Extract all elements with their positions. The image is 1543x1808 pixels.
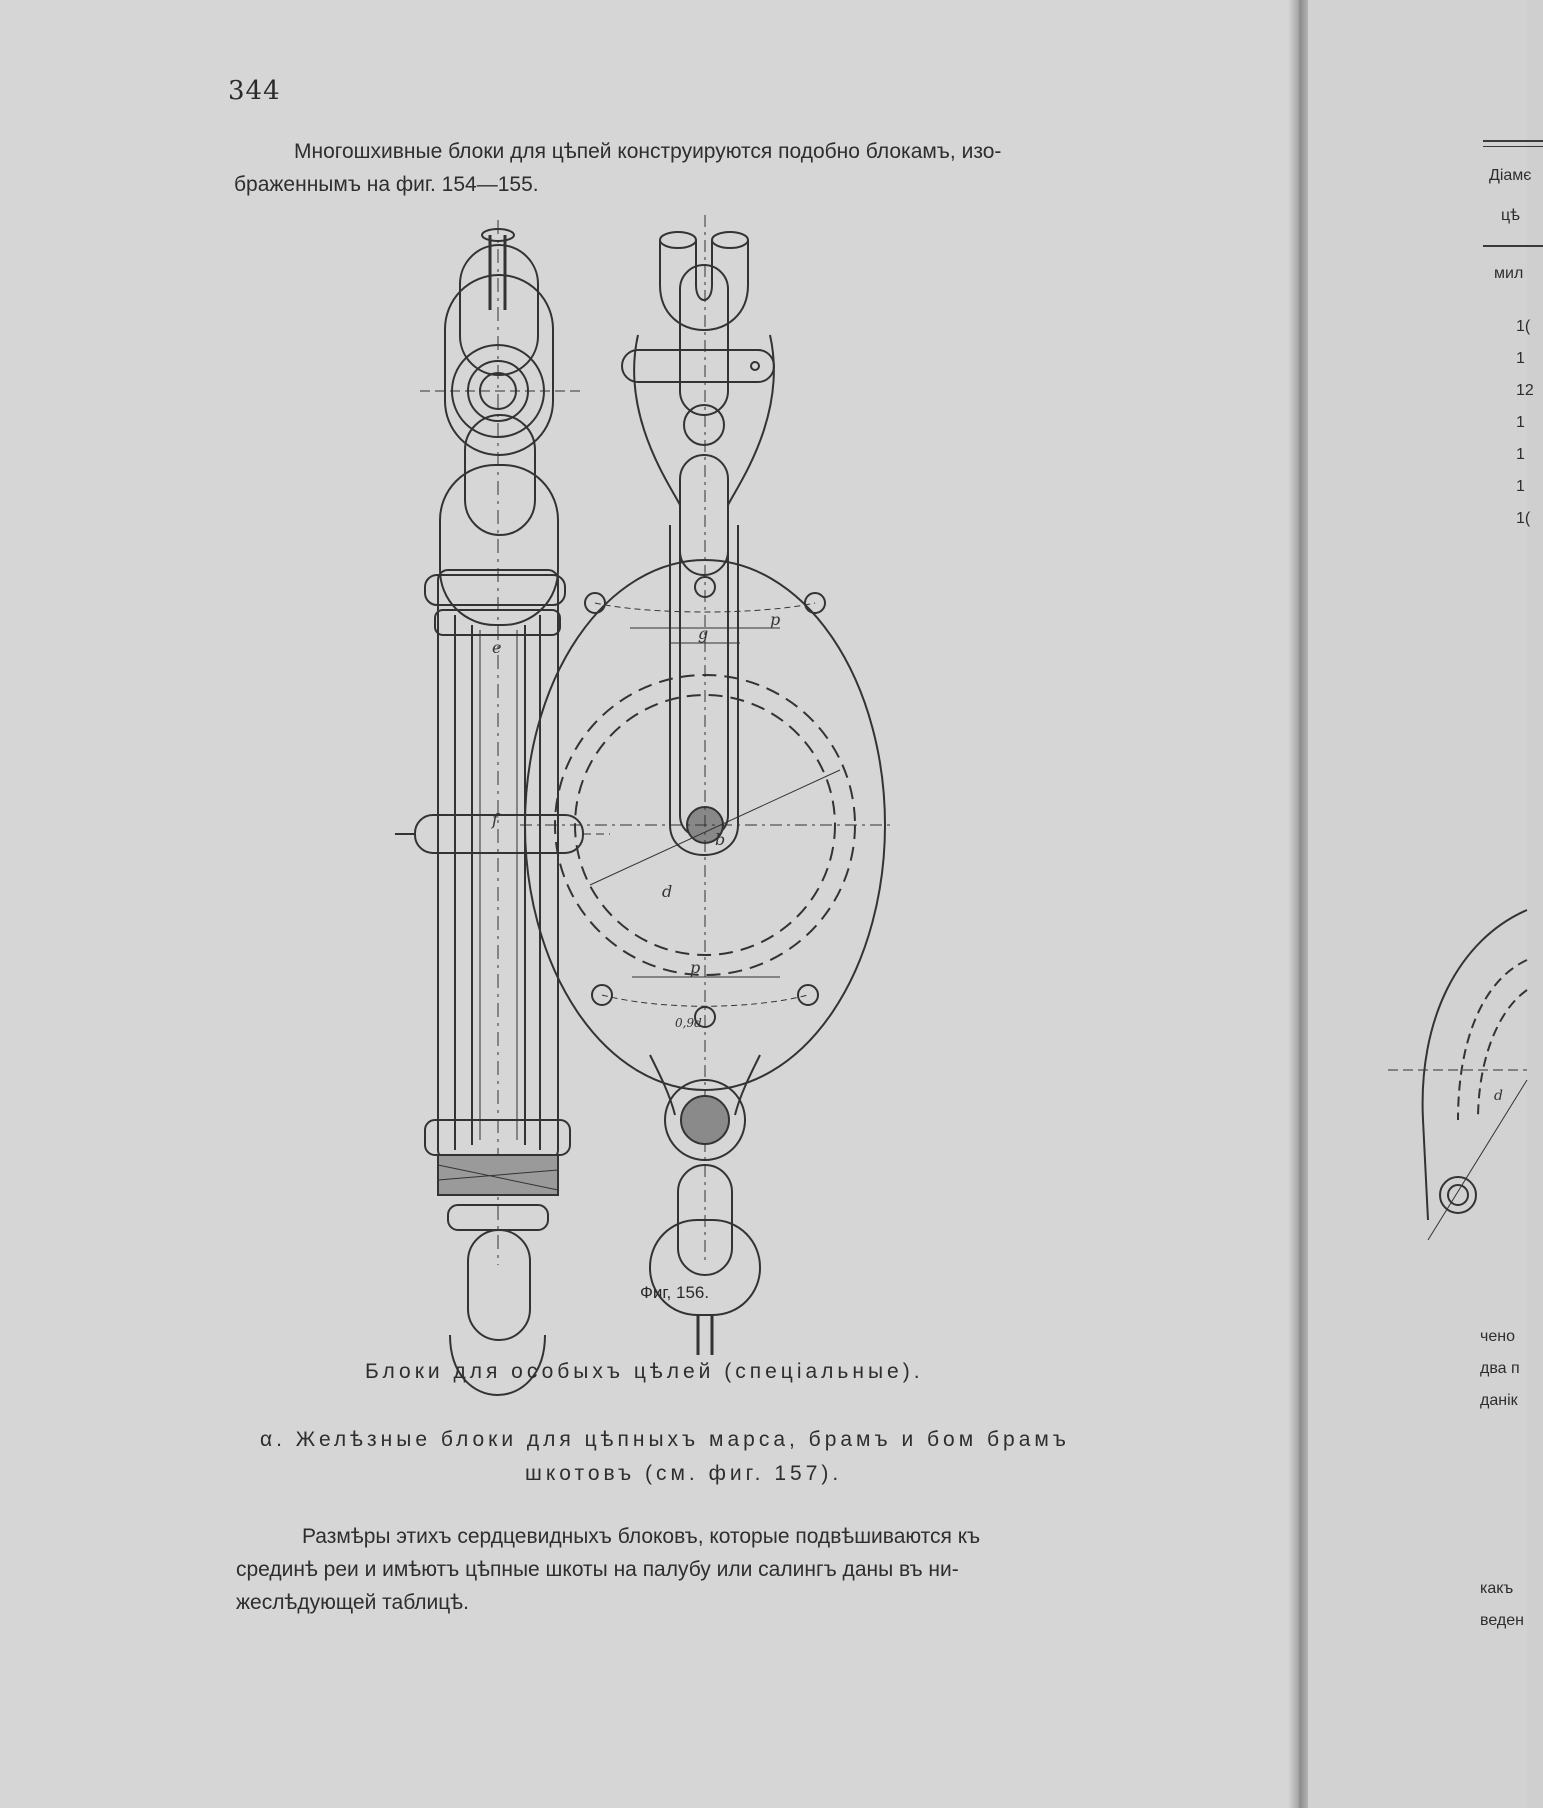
table-cell: 1 xyxy=(1516,478,1525,495)
label-b: b xyxy=(715,830,726,849)
table-cell: 1 xyxy=(1516,446,1525,463)
label-p-top: p xyxy=(770,610,781,629)
right-text-fragment: два п xyxy=(1480,1360,1520,1377)
table-header-rule xyxy=(1483,245,1543,247)
table-cell: 1( xyxy=(1516,318,1531,335)
table-header-cell: Діамє xyxy=(1489,167,1532,184)
table-cell: 12 xyxy=(1516,382,1534,399)
body-line: жеслѣдующей таблицѣ. xyxy=(236,1591,469,1614)
label-d: d xyxy=(662,882,673,901)
figure-caption: Фиг, 156. xyxy=(640,1283,710,1302)
intro-line: Многошхивные блоки для цѣпей конструируются подобно блокамъ, изо- xyxy=(294,140,1002,163)
table-header-cell: мил xyxy=(1494,265,1524,282)
page-number: 344 xyxy=(228,76,281,106)
table-header-cell: цѣ xyxy=(1501,207,1520,224)
label-p-bottom: p xyxy=(690,958,701,977)
body-line: срединѣ реи и имѣютъ цѣпные шкоты на палубу или салингъ даны въ ни- xyxy=(236,1558,959,1581)
table-top-rule xyxy=(1483,140,1543,142)
label-g: g xyxy=(698,624,709,643)
subsection-heading-line-2: шкотовъ (см. фиг. 157). xyxy=(525,1462,843,1485)
table-top-rule-thin xyxy=(1483,146,1543,147)
right-figure-label-d: d xyxy=(1494,1088,1503,1104)
body-paragraph xyxy=(236,1520,980,1619)
right-text-fragment: какъ xyxy=(1480,1580,1514,1597)
partial-figure-157 xyxy=(1308,900,1527,1300)
intro-paragraph xyxy=(234,135,1001,201)
right-text-fragment: чено xyxy=(1480,1328,1515,1345)
block-drawing-figure xyxy=(380,215,1000,1275)
front-view-drawing xyxy=(520,215,890,1355)
table-cell: 1 xyxy=(1516,414,1525,431)
side-view-drawing xyxy=(395,220,610,1395)
body-line: Размѣры этихъ сердцевидныхъ блоковъ, которые подвѣшиваются къ xyxy=(302,1525,981,1548)
label-e: e xyxy=(492,638,502,657)
table-cell: 1 xyxy=(1516,350,1525,367)
label-f: f xyxy=(492,810,498,829)
section-heading: Блоки для особыхъ цѣлей (спеціальные). xyxy=(365,1360,924,1383)
right-text-fragment: веден xyxy=(1480,1612,1524,1629)
intro-line: браженнымъ на фиг. 154—155. xyxy=(234,173,539,196)
right-text-fragment: данік xyxy=(1480,1392,1518,1409)
subsection-heading-line-1: α. Желѣзные блоки для цѣпныхъ марса, брамъ и бом брамъ xyxy=(260,1428,1070,1451)
label-angle: 0,9d xyxy=(675,1016,702,1030)
book-gutter xyxy=(1288,0,1310,1808)
table-cell: 1( xyxy=(1516,510,1531,527)
right-page-fragment xyxy=(1308,0,1534,1808)
